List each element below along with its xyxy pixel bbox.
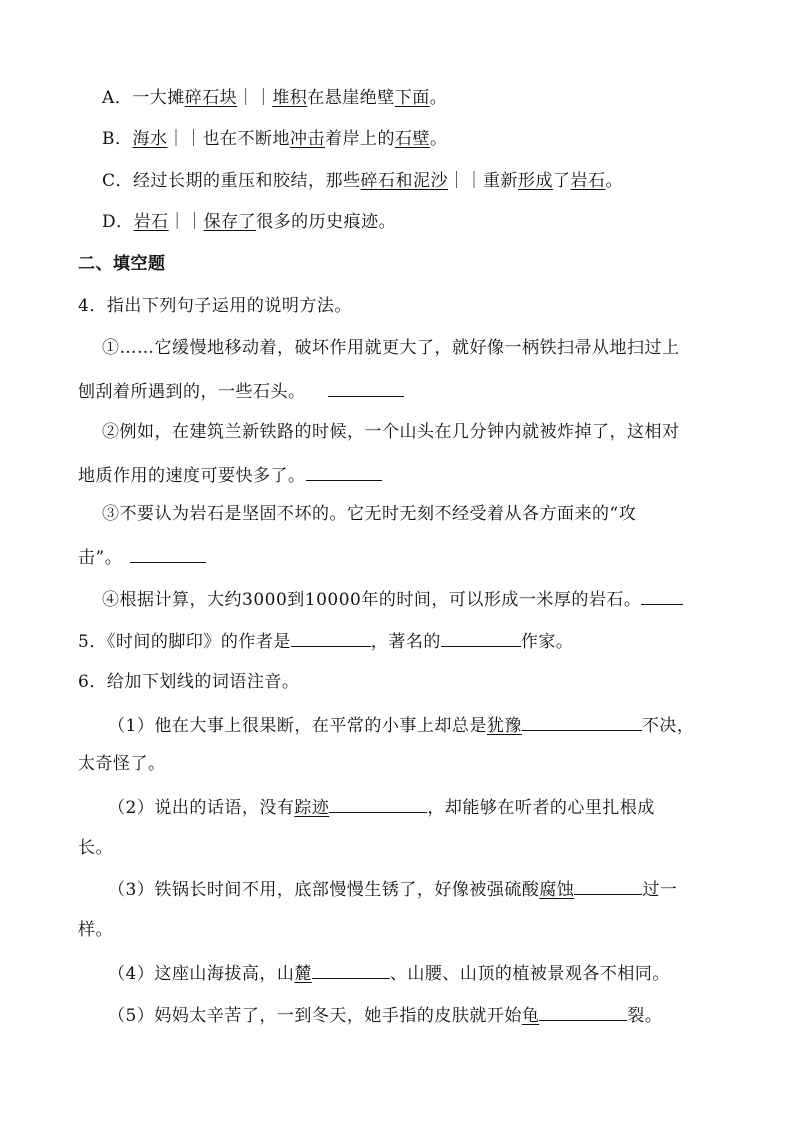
q6-item-3-pre: （3）铁锅长时间不用，底部慢慢生锈了，好像被强硫酸 (108, 880, 540, 900)
q6-item-5-post: 裂。 (627, 1006, 663, 1026)
option-c-underlined-2: 形成 (518, 171, 554, 191)
option-a-underlined-1: 碎石块 (184, 88, 238, 108)
option-b-text-3: 。 (430, 129, 448, 149)
option-c-text-2: ｜｜重新 (448, 171, 519, 191)
q5-text-3: 作家。 (520, 632, 574, 652)
q6-item-2-line-2: 长。 (78, 838, 113, 858)
q6-item-3-word: 腐蚀 (539, 880, 575, 900)
q6-item-5-word: 龟 (521, 1006, 540, 1026)
option-a-underlined-2: 堆积 (272, 88, 308, 108)
question-5 (78, 628, 573, 654)
q4-sentence-2-line-2 (78, 462, 382, 488)
q6-item-1-post: 不决， (641, 716, 695, 736)
q4-sentence-3-text: 击”。 (78, 548, 123, 568)
option-c-label: C． (102, 171, 134, 191)
section-title: 二、填空题 (78, 254, 166, 274)
option-b-text-2: 着岸上的 (325, 129, 395, 149)
q6-item-2-post: ，却能够在听者的心里扎根成 (427, 798, 655, 818)
q6-item-3-line-1 (108, 876, 677, 902)
q6-item-1-blank[interactable] (522, 712, 642, 731)
question-4-stem: 4．指出下列句子运用的说明方法。 (78, 296, 352, 316)
q6-item-3-post: 过一 (642, 880, 678, 900)
option-b (102, 127, 448, 151)
option-d-underlined-2: 保存了 (203, 212, 257, 232)
q6-item-1-line-1 (108, 712, 694, 738)
q6-item-2-pre: （2）说出的话语，没有 (108, 798, 295, 818)
q5-text-2: ，著名的 (370, 632, 441, 652)
option-b-underlined-1: 海水 (132, 129, 168, 149)
option-a-text-2: 在悬崖绝壁 (307, 88, 395, 108)
q6-item-4-blank[interactable] (312, 960, 390, 979)
q6-item-1-pre: （1）他在大事上很果断，在平常的小事上却总是 (108, 716, 487, 736)
q6-item-5-pre: （5）妈妈太辛苦了，一到冬天，她手指的皮肤就开始 (108, 1006, 522, 1026)
option-c-underlined-3: 岩石 (570, 171, 606, 191)
q6-item-4-word: 麓 (294, 964, 312, 984)
q4-answer-blank-2[interactable] (306, 462, 382, 481)
q5-author-blank[interactable] (291, 628, 371, 647)
q6-item-1-word: 犹豫 (486, 716, 522, 736)
option-b-text-1: ｜｜也在不断地 (167, 129, 290, 149)
q6-item-4-pre: （4）这座山海拔高，山 (108, 964, 295, 984)
option-a-underlined-3: 下面 (394, 88, 430, 108)
q5-text-1: 5．《时间的脚印》的作者是 (78, 632, 291, 652)
q4-sentence-3-line-2 (78, 544, 206, 570)
option-d-underlined-1: 岩石 (133, 212, 169, 232)
q4-sentence-1-text: 刨刮着所遇到的，一些石头。 (78, 382, 306, 402)
option-c-text-3: 了 (553, 171, 571, 191)
option-b-underlined-2: 冲击 (290, 129, 325, 149)
q6-item-4-post: 、山腰、山顶的植被景观各不相同。 (389, 964, 670, 984)
q6-item-1-line-2: 太奇怪了。 (78, 754, 166, 774)
q5-category-blank[interactable] (441, 628, 521, 647)
q4-answer-blank-3[interactable] (130, 544, 206, 563)
option-d-text: 很多的历史痕迹。 (256, 212, 397, 232)
q4-sentence-1-line-1: ①……它缓慢地移动着，破坏作用就更大了，就好像一柄铁扫帚从地扫过上 (102, 338, 680, 358)
q6-item-3-line-2: 样。 (78, 920, 113, 940)
option-a-text-3: 。 (429, 88, 448, 108)
q6-item-2-word: 踪迹 (294, 798, 330, 818)
option-d-divider: ｜｜ (168, 212, 204, 232)
question-6-stem: 6．给加下划线的词语注音。 (78, 672, 300, 692)
option-c-text-4: 。 (605, 171, 624, 191)
q4-sentence-2-line-1: ②例如，在建筑兰新铁路的时候，一个山头在几分钟内就被炸掉了，这相对 (102, 422, 680, 442)
q4-sentence-2-text: 地质作用的速度可要快多了。 (78, 466, 306, 486)
q4-sentence-3-line-1: ③不要认为岩石是坚固不坏的。它无时无刻不经受着从各方面来的“攻 (102, 504, 637, 524)
option-d (102, 210, 396, 234)
option-b-label: B． (102, 129, 133, 149)
option-b-underlined-3: 石壁 (395, 129, 430, 149)
option-a (102, 86, 447, 110)
q6-item-3-blank[interactable] (574, 876, 642, 895)
option-a-divider: ｜｜ (237, 88, 273, 108)
option-c-text-1: 经过长期的重压和胶结，那些 (133, 171, 361, 191)
q4-answer-blank-4[interactable] (641, 586, 683, 605)
option-a-label: A． (102, 88, 133, 108)
q6-item-4 (108, 960, 670, 986)
q6-item-2-blank[interactable] (329, 794, 427, 813)
q4-sentence-4 (102, 586, 683, 612)
q4-answer-blank-1[interactable] (328, 378, 404, 397)
option-c-underlined-1: 碎石和泥沙 (360, 171, 449, 191)
option-d-label: D． (102, 212, 134, 232)
option-a-text-1: 一大摊 (132, 88, 185, 108)
q6-item-5-blank[interactable] (539, 1002, 627, 1021)
q4-sentence-1-line-2 (78, 378, 404, 404)
q6-item-5 (108, 1002, 662, 1028)
q4-sentence-4-text: ④根据计算，大约3000到10000年的时间，可以形成一米厚的岩石。 (102, 590, 642, 610)
q6-item-2-line-1 (108, 794, 655, 820)
option-c (102, 169, 623, 193)
